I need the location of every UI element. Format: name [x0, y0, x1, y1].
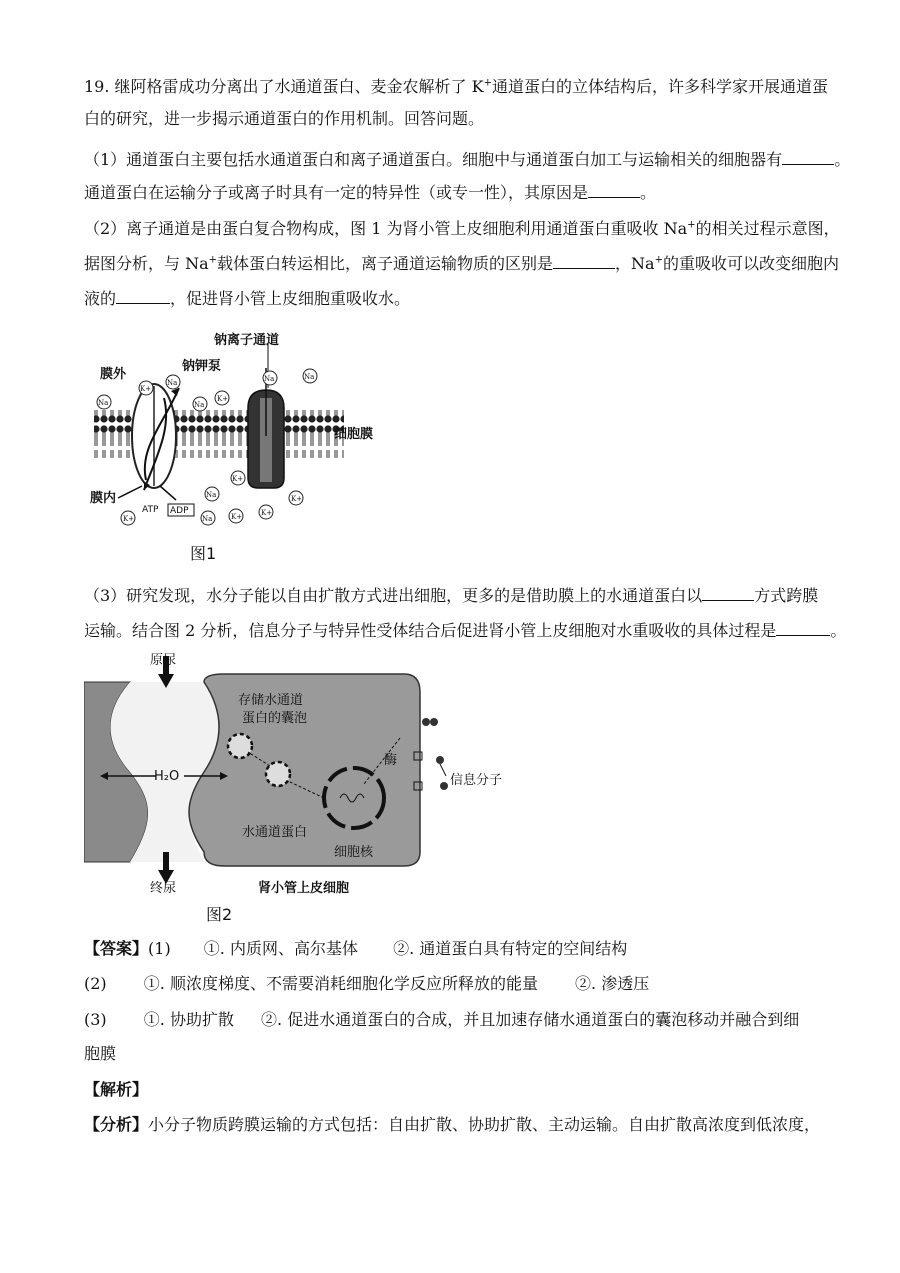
answer-blank	[776, 621, 830, 636]
punct: 。	[834, 150, 851, 169]
svg-text:Na: Na	[264, 375, 275, 383]
part2-line2	[84, 253, 839, 275]
label-atp: ATP	[142, 505, 159, 515]
answer-number: (1)	[148, 939, 171, 958]
part2-text: 的相关过程示意图，	[695, 219, 840, 238]
label-final-urine: 终尿	[150, 881, 177, 896]
svg-text:K+: K+	[261, 509, 273, 517]
svg-text:K+: K+	[291, 495, 303, 503]
question-stem-line2: 白的研究，进一步揭示通道蛋白的作用机制。回答问题。	[84, 109, 485, 128]
label-nucleus: 细胞核	[334, 845, 374, 860]
part2-line1	[84, 218, 840, 240]
figure1-diagram	[84, 328, 424, 528]
label-adp: ADP	[170, 506, 189, 516]
figure1-caption: 图1	[190, 544, 217, 563]
sodium-channel	[248, 344, 284, 488]
part3-text: 。	[830, 621, 847, 640]
stem-text: 通道蛋白的立体结构后，许多科学家开展通道蛋	[491, 77, 828, 96]
label-inside: 膜内	[90, 491, 117, 506]
part2-line3	[84, 288, 410, 310]
part1-line1	[84, 149, 850, 171]
answer-number: (3)	[84, 1010, 107, 1029]
question-number: 19.	[84, 77, 110, 96]
answer-part: ①. 协助扩散	[143, 1010, 234, 1029]
svg-text:K+: K+	[231, 513, 243, 521]
svg-text:Na: Na	[304, 373, 315, 381]
part2-text: 据图分析，与 Na	[84, 254, 209, 273]
svg-text:Na: Na	[202, 515, 213, 523]
label-enzyme: 酶	[384, 753, 398, 768]
part1-text: （1）通道蛋白主要包括水通道蛋白和离子通道蛋白。细胞中与通道蛋白加工与运输相关的细胞器有	[84, 150, 783, 169]
answer-part: ①. 顺浓度梯度、不需要消耗细胞化学反应所释放的能量	[143, 974, 538, 993]
answer-blank	[588, 183, 640, 198]
svg-text:Na: Na	[194, 401, 205, 409]
part3-text: 运输。结合图 2 分析，信息分子与特异性受体结合后促进肾小管上皮细胞对水重吸收的具体过程是	[84, 621, 777, 640]
part1-text: 通道蛋白在运输分子或离子时具有一定的特异性（或专一性），其原因是	[84, 183, 589, 202]
part3-text: 方式跨膜	[754, 586, 819, 605]
label-pump: 钠钾泵	[182, 359, 222, 374]
figure2-diagram	[84, 652, 524, 900]
answer-number: (2)	[84, 974, 107, 993]
part2-text: ，促进肾小管上皮细胞重吸收水。	[170, 289, 411, 308]
answer-blank	[702, 586, 754, 601]
svg-text:K+: K+	[140, 385, 152, 393]
svg-text:K+: K+	[217, 395, 229, 403]
analysis-tag: 【解析】	[84, 1080, 149, 1099]
superscript: +	[208, 254, 218, 266]
vesicle-1	[228, 734, 252, 758]
question-stem-line1	[84, 76, 828, 98]
answer-part: ②. 通道蛋白具有特定的空间结构	[393, 939, 628, 958]
label-aquaporin: 水通道蛋白	[242, 825, 308, 840]
svg-text:Na: Na	[167, 379, 178, 387]
part3-line1	[84, 585, 818, 607]
label-cell: 肾小管上皮细胞	[258, 881, 350, 896]
label-vesicle-2: 蛋白的囊泡	[242, 711, 308, 726]
analysis-text: 小分子物质跨膜运输的方式包括：自由扩散、协助扩散、主动运输。自由扩散高浓度到低浓度，	[148, 1115, 821, 1134]
answer-line4: 胞膜	[84, 1044, 117, 1063]
answer-blank	[116, 289, 170, 304]
answer-part: ②. 促进水通道蛋白的合成，并且加速存储水通道蛋白的囊泡移动并融合到细	[261, 1010, 800, 1029]
label-signal: 信息分子	[450, 773, 503, 788]
analysis-line1	[84, 1114, 820, 1136]
svg-text:Na: Na	[206, 491, 217, 499]
part2-text: 载体蛋白转运相比，离子通道运输物质的区别是	[217, 254, 554, 273]
part1-line2	[84, 182, 656, 204]
answer-blank	[553, 254, 615, 269]
answer-part: ①. 内质网、高尔基体	[203, 939, 358, 958]
answer-tag: 【答案】	[84, 939, 149, 958]
label-outside: 膜外	[100, 367, 127, 382]
svg-text:K+: K+	[123, 515, 135, 523]
part3-line2	[84, 620, 846, 642]
svg-text:Na: Na	[98, 399, 109, 407]
superscript: +	[687, 219, 696, 231]
label-primary-urine: 原尿	[150, 653, 177, 668]
label-water: H₂O	[154, 769, 180, 784]
answer-part: ②. 渗透压	[575, 974, 650, 993]
punct: 。	[640, 183, 657, 202]
figure2-caption: 图2	[206, 905, 233, 924]
svg-text:K+: K+	[232, 475, 244, 483]
part2-text: （2）离子通道是由蛋白复合物构成，图 1 为肾小管上皮细胞利用通道蛋白重吸收 Na	[84, 219, 688, 238]
part3-text: （3）研究发现，水分子能以自由扩散方式进出细胞，更多的是借助膜上的水通道蛋白以	[84, 586, 703, 605]
answer-line2	[84, 973, 649, 995]
part2-text: ，Na	[615, 254, 655, 273]
label-vesicle-1: 存储水通道	[238, 693, 304, 708]
part2-text: 液的	[84, 289, 117, 308]
stem-text: 继阿格雷成功分离出了水通道蛋白、麦金农解析了 K	[114, 77, 484, 96]
label-membrane: 细胞膜	[334, 427, 374, 442]
answer-line3	[84, 1009, 799, 1031]
answer-line1	[84, 938, 627, 960]
analysis-subtag: 【分析】	[84, 1115, 149, 1134]
superscript: +	[483, 77, 492, 89]
answer-blank	[782, 150, 834, 165]
label-channel: 钠离子通道	[214, 333, 280, 348]
part2-text: 的重吸收可以改变细胞内	[662, 254, 839, 273]
superscript: +	[654, 254, 663, 266]
